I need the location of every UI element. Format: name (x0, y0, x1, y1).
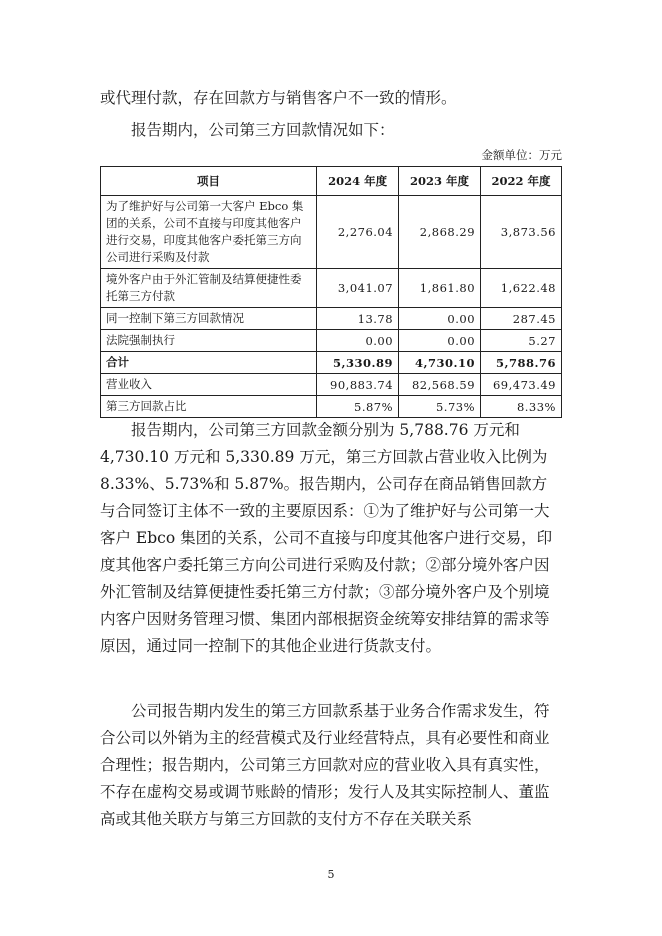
paragraph-table-intro: 报告期内，公司第三方回款情况如下： (131, 121, 395, 139)
row-item: 法院强制执行 (101, 330, 317, 352)
header-2024: 2024 年度 (317, 167, 399, 196)
row-value-2022: 69,473.49 (481, 374, 562, 396)
row-value-2024: 2,276.04 (317, 196, 399, 269)
row-value-2023: 4,730.10 (399, 352, 481, 374)
header-item: 项目 (101, 167, 317, 196)
row-value-2024: 3,041.07 (317, 269, 399, 308)
page-number: 5 (327, 868, 335, 881)
row-value-2023: 5.73% (399, 396, 481, 418)
table-unit-label: 金额单位：万元 (481, 148, 562, 162)
row-value-2024: 5,330.89 (317, 352, 399, 374)
row-item: 境外客户由于外汇管制及结算便捷性委托第三方付款 (101, 269, 317, 308)
row-value-2024: 5.87% (317, 396, 399, 418)
row-value-2022: 1,622.48 (481, 269, 562, 308)
row-item: 合计 (101, 352, 317, 374)
table-row (101, 308, 562, 330)
third-party-payment-table (100, 166, 562, 418)
row-value-2024: 90,883.74 (317, 374, 399, 396)
row-value-2022: 5.27 (481, 330, 562, 352)
row-value-2024: 13.78 (317, 308, 399, 330)
header-2023: 2023 年度 (399, 167, 481, 196)
row-value-2022: 5,788.76 (481, 352, 562, 374)
table-row (101, 330, 562, 352)
row-value-2022: 287.45 (481, 308, 562, 330)
table-header-row (101, 167, 562, 196)
row-item: 营业收入 (101, 374, 317, 396)
row-item: 同一控制下第三方回款情况 (101, 308, 317, 330)
paragraph-analysis: 报告期内，公司第三方回款金额分别为 5,788.76 万元和 4,730.10 万元和 5,330.89 万元，第三方回款占营业收入比例为 8.33%、5.73%和 5.87%。报告期内，公司存在商品销售回款方与合同签订主体不一致的主要原因系：①为了维护好与公司第一大客户 Ebco 集团的关系，公司不直接与印度其他客户进行交易，印度其他客户委托第三方向公司进行采购及付款；②部分境外客户因外汇管制及结算便捷性委托第三方付款；③部分境外客户及个别境内客户因财务管理习惯、集团内部根据资金统筹安排结算的需求等原因，通过同一控制下的其他企业进行货款支付。 (100, 421, 553, 655)
row-value-2023: 1,861.80 (399, 269, 481, 308)
row-value-2023: 2,868.29 (399, 196, 481, 269)
row-value-2022: 8.33% (481, 396, 562, 418)
row-item: 为了维护好与公司第一大客户 Ebco 集团的关系，公司不直接与印度其他客户进行交易，印度其他客户委托第三方向公司进行采购及付款 (101, 196, 317, 269)
row-value-2023: 0.00 (399, 330, 481, 352)
row-value-2023: 0.00 (399, 308, 481, 330)
paragraph-conclusion: 公司报告期内发生的第三方回款系基于业务合作需求发生，符合公司以外销为主的经营模式及行业经营特点，具有必要性和商业合理性；报告期内，公司第三方回款对应的营业收入具有真实性，不存在虚构交易或调节账龄的情形；发行人及其实际控制人、董监高或其他关联方与第三方回款的支付方不存在关联关系 (100, 702, 550, 828)
paragraph-continuation: 或代理付款，存在回款方与销售客户不一致的情形。 (100, 89, 457, 107)
table-row (101, 269, 562, 308)
table-row (101, 396, 562, 418)
row-value-2023: 82,568.59 (399, 374, 481, 396)
table-row-total (101, 352, 562, 374)
row-value-2024: 0.00 (317, 330, 399, 352)
table-row (101, 196, 562, 269)
table-row (101, 374, 562, 396)
row-item: 第三方回款占比 (101, 396, 317, 418)
header-2022: 2022 年度 (481, 167, 562, 196)
row-value-2022: 3,873.56 (481, 196, 562, 269)
